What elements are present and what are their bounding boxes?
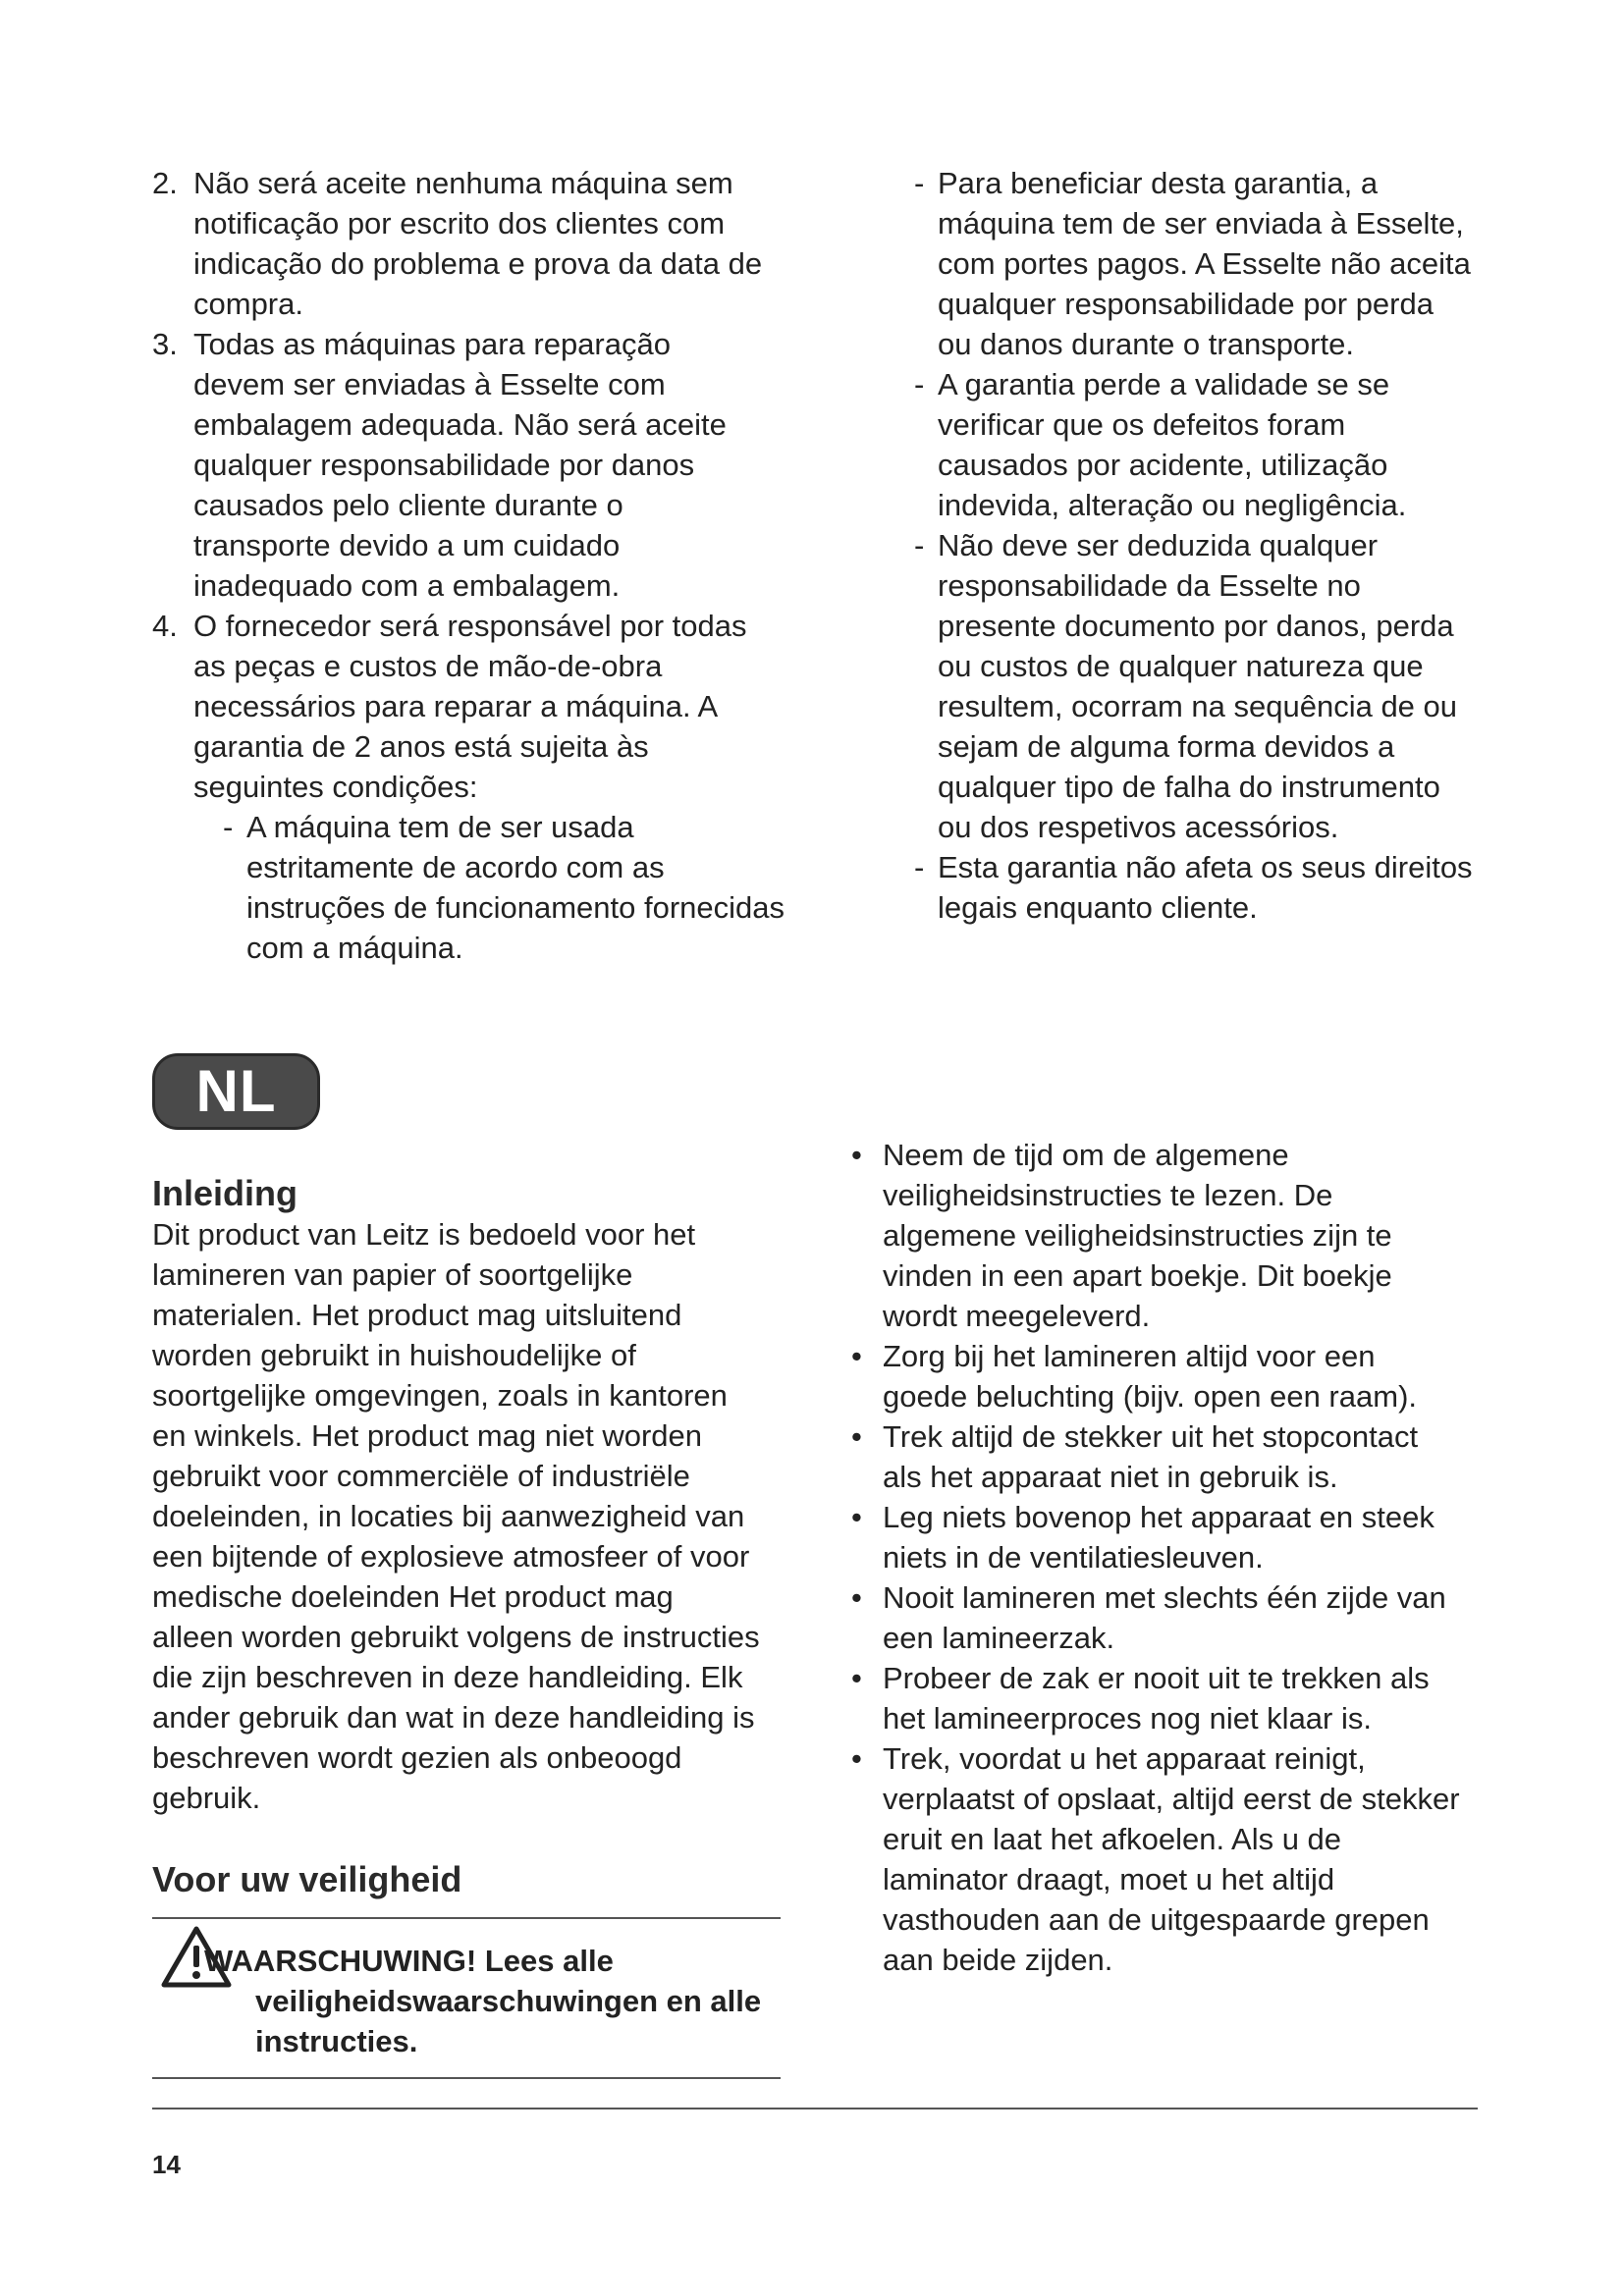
item-number: 3. <box>152 327 178 361</box>
paragraph-line: en winkels. Het product mag niet worden <box>152 1418 703 1453</box>
item-line: Não será aceite nenhuma máquina sem <box>193 166 733 200</box>
item-line: garantia de 2 anos está sujeita às <box>193 729 649 764</box>
paragraph-line: doeleinden, in locaties bij aanwezigheid van <box>152 1499 745 1533</box>
item-line: A garantia perde a validade se se <box>938 367 1390 401</box>
intro-paragraph <box>152 1214 790 1818</box>
bullet-item <box>845 1135 1513 1336</box>
item-line: as peças e custos de mão-de-obra <box>193 649 663 683</box>
warning-line: WAARSCHUWING! Lees alle <box>204 1944 614 1978</box>
item-line: veiligheidsinstructies te lezen. De <box>883 1178 1333 1212</box>
paragraph-line: gebruik. <box>152 1781 261 1815</box>
item-line: Neem de tijd om de algemene <box>883 1138 1289 1172</box>
item-line: Não deve ser deduzida qualquer <box>938 528 1379 562</box>
item-line: algemene veiligheidsinstructies zijn te <box>883 1218 1392 1253</box>
item-line: als het apparaat niet in gebruik is. <box>883 1460 1338 1494</box>
item-line: laminator draagt, moet u het altijd <box>883 1862 1335 1896</box>
pt-numbered-list <box>152 163 790 968</box>
paragraph-line: gebruikt voor commerciële of industriële <box>152 1459 690 1493</box>
item-line: resultem, ocorram na sequência de ou <box>938 689 1458 723</box>
dash-marker: - <box>914 367 925 401</box>
dash-marker: - <box>914 528 925 562</box>
item-line: goede beluchting (bijv. open een raam). <box>883 1379 1417 1414</box>
paragraph-line: beschreven wordt gezien als onbeoogd <box>152 1740 682 1775</box>
item-line: een lamineerzak. <box>883 1621 1115 1655</box>
item-line: vinden in een apart boekje. Dit boekje <box>883 1258 1392 1293</box>
language-badge: NL <box>152 1053 320 1130</box>
list-item <box>152 163 790 324</box>
item-line: verificar que os defeitos foram <box>938 407 1346 442</box>
dash-item <box>914 364 1503 525</box>
item-line: necessários para reparar a máquina. A <box>193 689 719 723</box>
item-line: Esta garantia não afeta os seus direitos <box>938 850 1473 884</box>
page-number: 14 <box>152 2150 181 2179</box>
item-line: devem ser enviadas à Esselte com <box>193 367 666 401</box>
bullet-marker: • <box>851 1580 862 1615</box>
item-line: sejam de alguma forma devidos a <box>938 729 1395 764</box>
item-line: indicação do problema e prova da data de <box>193 246 763 281</box>
dash-marker: - <box>914 850 925 884</box>
item-line: com portes pagos. A Esselte não aceita <box>938 246 1471 281</box>
divider <box>152 2077 781 2079</box>
item-line: het lamineerproces nog niet klaar is. <box>883 1701 1372 1735</box>
item-line: Trek, voordat u het apparaat reinigt, <box>883 1741 1366 1776</box>
intro-heading: Inleiding <box>152 1173 298 1213</box>
paragraph-line: medische doeleinden Het product mag <box>152 1579 674 1614</box>
bullet-item <box>845 1336 1513 1416</box>
item-line: notificação por escrito dos clientes com <box>193 206 726 240</box>
item-line: ou dos respetivos acessórios. <box>938 810 1339 844</box>
item-line: eruit en laat het afkoelen. Als u de <box>883 1822 1342 1856</box>
warning-line: veiligheidswaarschuwingen en alle <box>255 1984 762 2018</box>
item-line: estritamente de acordo com as <box>246 850 665 884</box>
bullet-item <box>845 1738 1513 1980</box>
item-line: Leg niets bovenop het apparaat en steek <box>883 1500 1435 1534</box>
item-line: ou custos de qualquer natureza que <box>938 649 1424 683</box>
item-line: O fornecedor será responsável por todas <box>193 609 747 643</box>
item-line: causados por acidente, utilização <box>938 448 1388 482</box>
item-line: presente documento por danos, perda <box>938 609 1454 643</box>
item-line: com a máquina. <box>246 931 463 965</box>
warning-box <box>204 1941 793 2061</box>
item-line: Probeer de zak er nooit uit te trekken als <box>883 1661 1430 1695</box>
dash-item <box>914 847 1503 928</box>
paragraph-line: alleen worden gebruikt volgens de instructies <box>152 1620 760 1654</box>
item-line: máquina tem de ser enviada à Esselte, <box>938 206 1464 240</box>
bullet-marker: • <box>851 1500 862 1534</box>
item-line: vasthouden aan de uitgespaarde grepen <box>883 1902 1430 1937</box>
safety-bullet-list <box>845 1135 1513 1980</box>
paragraph-line: Dit product van Leitz is bedoeld voor het <box>152 1217 696 1252</box>
bullet-marker: • <box>851 1741 862 1776</box>
bullet-item <box>845 1658 1513 1738</box>
item-line: qualquer responsabilidade por perda <box>938 287 1434 321</box>
item-line: legais enquanto cliente. <box>938 890 1258 925</box>
bullet-marker: • <box>851 1661 862 1695</box>
item-number: 2. <box>152 166 178 200</box>
item-line: Zorg bij het lamineren altijd voor een <box>883 1339 1376 1373</box>
bullet-marker: • <box>851 1419 862 1454</box>
paragraph-line: soortgelijke omgevingen, zoals in kantoren <box>152 1378 728 1413</box>
item-line: embalagem adequada. Não será aceite <box>193 407 727 442</box>
paragraph-line: een bijtende of explosieve atmosfeer of voor <box>152 1539 750 1574</box>
item-line: Trek altijd de stekker uit het stopcontact <box>883 1419 1419 1454</box>
paragraph-line: worden gebruikt in huishoudelijke of <box>152 1338 636 1372</box>
dash-marker: - <box>914 166 925 200</box>
divider <box>152 1917 781 1919</box>
dash-marker: - <box>223 810 234 844</box>
footer-divider <box>152 2108 1478 2109</box>
item-line: Todas as máquinas para reparação <box>193 327 671 361</box>
safety-heading: Voor uw veiligheid <box>152 1859 462 1899</box>
item-line: qualquer responsabilidade por danos <box>193 448 695 482</box>
item-line: Nooit lamineren met slechts één zijde van <box>883 1580 1446 1615</box>
item-line: indevida, alteração ou negligência. <box>938 488 1407 522</box>
item-line: instruções de funcionamento fornecidas <box>246 890 785 925</box>
list-item <box>152 606 790 968</box>
dash-item <box>914 163 1503 364</box>
item-line: verplaatst of opslaat, altijd eerst de stekker <box>883 1782 1460 1816</box>
list-item <box>152 324 790 606</box>
bullet-marker: • <box>851 1138 862 1172</box>
paragraph-line: materialen. Het product mag uitsluitend <box>152 1298 682 1332</box>
sub-list-item <box>223 807 790 968</box>
item-line: causados pelo cliente durante o <box>193 488 623 522</box>
sub-list <box>193 807 790 968</box>
bullet-marker: • <box>851 1339 862 1373</box>
pt-dash-list <box>914 163 1503 928</box>
item-line: A máquina tem de ser usada <box>246 810 634 844</box>
bullet-item <box>845 1497 1513 1577</box>
item-line: niets in de ventilatiesleuven. <box>883 1540 1264 1575</box>
paragraph-line: die zijn beschreven in deze handleiding. Elk <box>152 1660 743 1694</box>
item-line: Para beneficiar desta garantia, a <box>938 166 1379 200</box>
item-line: ou danos durante o transporte. <box>938 327 1354 361</box>
item-line: wordt meegeleverd. <box>883 1299 1151 1333</box>
paragraph-line: lamineren van papier of soortgelijke <box>152 1257 633 1292</box>
warning-line: instructies. <box>255 2024 418 2058</box>
item-line: aan beide zijden. <box>883 1943 1113 1977</box>
item-line: transporte devido a um cuidado <box>193 528 621 562</box>
item-number: 4. <box>152 609 178 643</box>
paragraph-line: ander gebruik dan wat in deze handleiding is <box>152 1700 755 1735</box>
bullet-item <box>845 1577 1513 1658</box>
item-line: responsabilidade da Esselte no <box>938 568 1361 603</box>
item-line: compra. <box>193 287 303 321</box>
bullet-item <box>845 1416 1513 1497</box>
item-line: qualquer tipo de falha do instrumento <box>938 770 1440 804</box>
item-line: seguintes condições: <box>193 770 478 804</box>
item-line: inadequado com a embalagem. <box>193 568 621 603</box>
dash-item <box>914 525 1503 847</box>
